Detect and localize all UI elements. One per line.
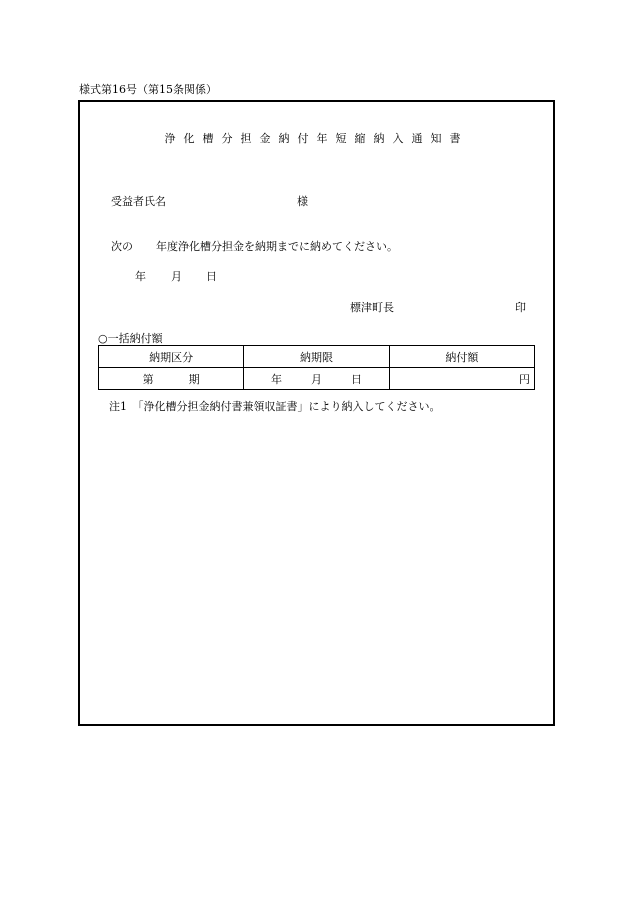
term-suffix: 期 [188,372,200,386]
header-amount: 納付額 [389,346,534,368]
term-cell [99,368,244,390]
payment-table [98,345,535,390]
recipient-label: 受益者氏名 [111,195,166,208]
date-month: 月 [171,270,182,283]
table-header-row [99,346,535,368]
body-text: 年度浄化槽分担金を納期までに納めてください。 [156,240,398,253]
amount-unit: 円 [519,372,530,386]
amount-cell [389,368,534,390]
note-text: 注1 「浄化槽分担金納付書兼領収証書」により納入してください。 [109,400,441,413]
deadline-month: 月 [310,372,322,386]
date-day: 日 [206,270,217,283]
header-deadline: 納期限 [244,346,389,368]
notice-frame [78,100,555,726]
form-number: 様式第16号（第15条関係） [79,83,217,96]
body-prefix: 次の [111,240,133,253]
term-prefix: 第 [142,372,154,386]
table-row [99,368,535,390]
notice-title: 浄化槽分担金納付年短縮納入通知書 [164,132,469,145]
deadline-day: 日 [350,372,362,386]
header-term: 納期区分 [99,346,244,368]
deadline-year: 年 [270,372,282,386]
date-year: 年 [135,270,146,283]
recipient-honorific: 様 [297,195,308,208]
section-label: ○一括納付額 [98,332,163,345]
seal-mark: 印 [515,301,526,314]
deadline-cell [244,368,389,390]
issuer-name: 標津町長 [350,301,394,314]
